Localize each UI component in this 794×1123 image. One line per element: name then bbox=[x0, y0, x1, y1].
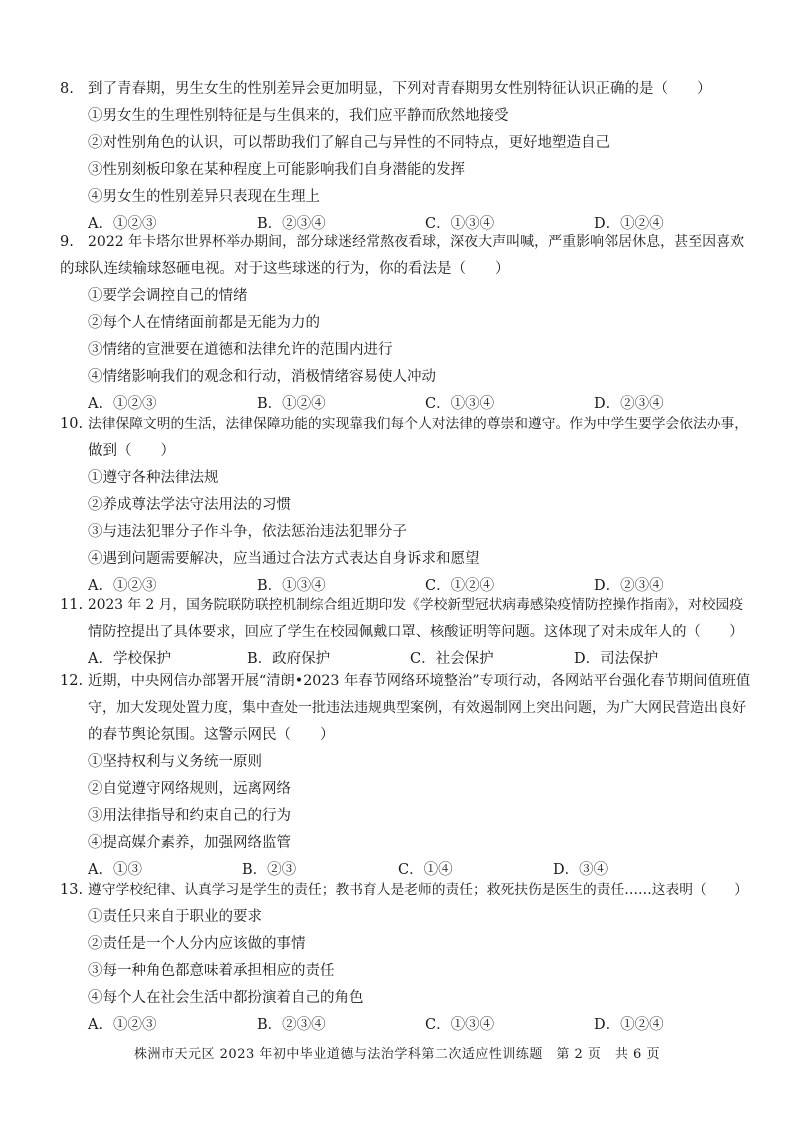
choice-a: A．①②③ bbox=[88, 216, 157, 232]
question-stem-line-2: 做到（ ） bbox=[88, 443, 175, 459]
statement-2: ②对性别角色的认识，可以帮助我们了解自己与异性的不同特点，更好地塑造自己 bbox=[88, 135, 610, 151]
question-stem: 到了青春期，男生女生的性别差异会更加明显，下列对青春期男女性别特征认识正确的是（ ） bbox=[88, 81, 712, 97]
question-stem: 遵守学校纪律、认真学习是学生的责任；教书育人是老师的责任；救死扶伤是医生的责任……这表明（ ） bbox=[88, 882, 749, 898]
statement-4: ④遇到问题需要解决，应当通过合法方式表达自身诉求和愿望 bbox=[88, 551, 480, 567]
question-number: 8. bbox=[60, 81, 74, 97]
statement-3: ③与违法犯罪分子作斗争，依法惩治违法犯罪分子 bbox=[88, 524, 407, 540]
question-stem-line-1: 法律保障文明的生活，法律保障功能的实现靠我们每个人对法律的尊崇和遵守。作为中学生要学会依法办事， bbox=[88, 416, 749, 432]
question-stem-line-3: 的春节舆论氛围。这警示网民（ ） bbox=[88, 727, 335, 743]
page-footer: 株洲市天元区 2023 年初中毕业道德与法治学科第二次适应性训练题 第 2 页 共 6 页 bbox=[134, 1047, 660, 1062]
statement-1: ①男女生的生理性别特征是与生俱来的，我们应平静而欣然地接受 bbox=[88, 108, 509, 124]
choice-b: B．政府保护 bbox=[247, 651, 331, 667]
statement-3: ③情绪的宣泄要在道德和法律允许的范围内进行 bbox=[88, 342, 393, 358]
choice-c: C．①③④ bbox=[425, 1017, 495, 1033]
statement-1: ①遵守各种法律法规 bbox=[88, 470, 219, 486]
choice-c: C．①②④ bbox=[425, 578, 495, 594]
choice-c: C．①③④ bbox=[425, 396, 495, 412]
statement-1: ①责任只来自于职业的要求 bbox=[88, 909, 262, 925]
choice-a: A．①③ bbox=[88, 862, 142, 878]
choice-d: D．司法保护 bbox=[574, 651, 659, 667]
choice-a: A．①②③ bbox=[88, 396, 157, 412]
question-stem-line-1: 近期，中央网信办部署开展“清朗•2023 年春节网络环境整治”专项行动，各网站平台强化春节期间值班值 bbox=[88, 673, 751, 689]
choice-a: A．①②③ bbox=[88, 1017, 157, 1033]
question-stem-line-1: 2023 年 2 月，国务院联防联控机制综合组近期印发《学校新型冠状病毒感染疫情防控操作指南》，对校园疫 bbox=[88, 597, 743, 613]
question-stem-line-2: 守，加大发现处置力度，集中查处一批违法违规典型案例，有效遏制网上突出问题，为广大网民营造出良好 bbox=[88, 700, 746, 716]
statement-3: ③每一种角色都意味着承担相应的责任 bbox=[88, 963, 335, 979]
statement-2: ②每个人在情绪面前都是无能为力的 bbox=[88, 315, 320, 331]
statement-3: ③用法律指导和约束自己的行为 bbox=[88, 808, 291, 824]
choice-b: B．②③④ bbox=[257, 216, 326, 232]
question-number: 9. bbox=[60, 234, 74, 250]
choice-a: A．学校保护 bbox=[88, 651, 171, 667]
statement-4: ④情绪影响我们的观念和行动，消极情绪容易使人冲动 bbox=[88, 369, 436, 385]
statement-4: ④每个人在社会生活中都扮演着自己的角色 bbox=[88, 990, 364, 1006]
choice-b: B．①②④ bbox=[257, 396, 326, 412]
choice-d: D．③④ bbox=[553, 862, 609, 878]
choice-c: C．①④ bbox=[398, 862, 453, 878]
statement-3: ③性别刻板印象在某种程度上可能影响我们自身潜能的发挥 bbox=[88, 162, 465, 178]
question-stem-line-2: 的球队连续输球怒砸电视。对于这些球迷的行为，你的看法是（ ） bbox=[60, 261, 510, 277]
question-stem-line-2: 情防控提出了具体要求，回应了学生在校园佩戴口罩、核酸证明等问题。这体现了对未成年人的（ ） bbox=[88, 624, 744, 640]
statement-2: ②养成尊法学法守法用法的习惯 bbox=[88, 497, 291, 513]
choice-a: A．①②③ bbox=[88, 578, 157, 594]
statement-2: ②责任是一个人分内应该做的事情 bbox=[88, 936, 306, 952]
statement-1: ①要学会调控自己的情绪 bbox=[88, 288, 248, 304]
choice-b: B．①③④ bbox=[257, 578, 326, 594]
choice-d: D．①②④ bbox=[594, 1017, 664, 1033]
question-number: 13. bbox=[60, 882, 84, 898]
choice-c: C．社会保护 bbox=[410, 651, 494, 667]
statement-2: ②自觉遵守网络规则，远离网络 bbox=[88, 781, 291, 797]
choice-b: B．②③④ bbox=[257, 1017, 326, 1033]
statement-4: ④男女生的性别差异只表现在生理上 bbox=[88, 189, 320, 205]
question-number: 10. bbox=[60, 416, 84, 432]
question-number: 11. bbox=[60, 597, 84, 613]
choice-d: D．①②④ bbox=[594, 216, 664, 232]
statement-4: ④提高媒介素养，加强网络监管 bbox=[88, 835, 291, 851]
statement-1: ①坚持权利与义务统一原则 bbox=[88, 754, 262, 770]
choice-c: C．①③④ bbox=[425, 216, 495, 232]
choice-d: D．②③④ bbox=[594, 396, 664, 412]
question-stem-line-1: 2022 年卡塔尔世界杯举办期间，部分球迷经常熬夜看球，深夜大声叫喊，严重影响邻居休息，甚至因喜欢 bbox=[88, 234, 745, 250]
question-number: 12. bbox=[60, 673, 84, 689]
choice-d: D．②③④ bbox=[594, 578, 664, 594]
choice-b: B．②③ bbox=[242, 862, 297, 878]
